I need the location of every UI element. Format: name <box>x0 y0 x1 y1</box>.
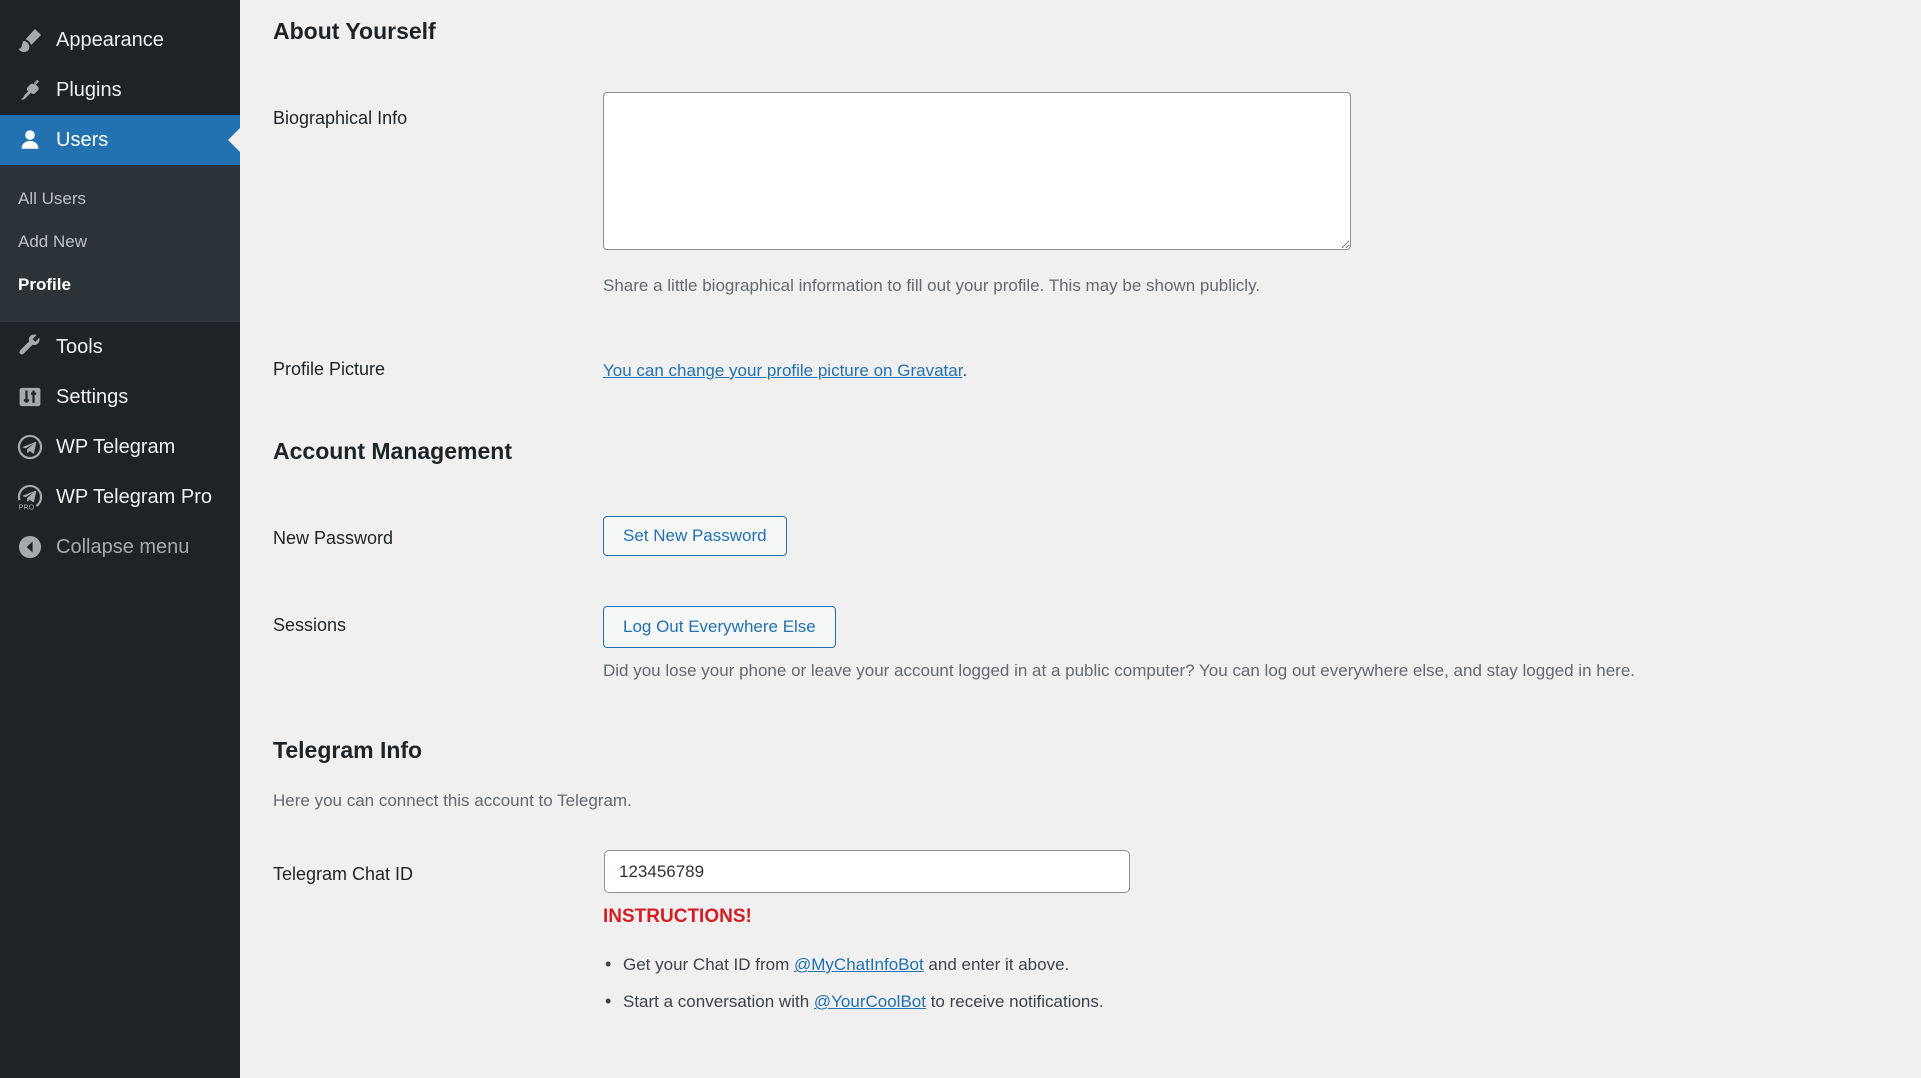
instruction-item <box>603 955 1104 975</box>
user-icon <box>17 127 43 153</box>
sidebar-item-label: Settings <box>56 385 129 408</box>
biographical-info-textarea[interactable] <box>603 92 1351 250</box>
users-submenu <box>0 165 240 322</box>
log-out-everywhere-button[interactable]: Log Out Everywhere Else <box>603 606 836 648</box>
telegram-pro-icon <box>17 484 43 510</box>
sidebar-item-profile[interactable] <box>0 263 240 306</box>
telegram-icon <box>17 434 43 460</box>
profile-page-content <box>240 0 1921 1078</box>
telegram-info-description: Here you can connect this account to Telegram. <box>273 791 632 810</box>
submenu-item-label: All Users <box>18 188 87 208</box>
sidebar-item-label: Plugins <box>56 78 122 101</box>
submenu-item-label: Profile <box>18 274 71 294</box>
gravatar-link[interactable]: You can change your profile picture on Gravatar <box>603 361 963 380</box>
sidebar-item-label: Users <box>56 128 109 151</box>
sidebar-item-add-new[interactable] <box>0 220 240 263</box>
plug-icon <box>17 77 43 103</box>
collapse-menu-button[interactable] <box>0 522 240 572</box>
sidebar-item-all-users[interactable] <box>0 177 240 220</box>
sidebar-item-label: WP Telegram <box>56 435 176 458</box>
sidebar-item-plugins[interactable] <box>0 65 240 115</box>
new-password-label: New Password <box>273 528 394 548</box>
biographical-info-help: Share a little biographical information to fill out your profile. This may be shown publicly. <box>603 276 1261 295</box>
instruction-text: and enter it above. <box>923 955 1070 974</box>
submenu-item-label: Add New <box>18 231 87 251</box>
about-yourself-heading: About Yourself <box>273 18 436 44</box>
profile-picture-row <box>603 361 967 381</box>
yourcoolbot-link[interactable]: @YourCoolBot <box>813 992 926 1011</box>
set-new-password-button[interactable]: Set New Password <box>603 516 787 556</box>
telegram-instructions-list <box>603 955 1104 1029</box>
instruction-text: Start a conversation with <box>623 992 814 1011</box>
telegram-chat-id-label: Telegram Chat ID <box>273 864 414 884</box>
sidebar-item-wp-telegram[interactable] <box>0 422 240 472</box>
wrench-icon <box>17 334 43 360</box>
sessions-label: Sessions <box>273 615 347 635</box>
sidebar-item-label: Appearance <box>56 28 164 51</box>
profile-picture-label: Profile Picture <box>273 359 386 379</box>
telegram-info-heading: Telegram Info <box>273 737 423 763</box>
sessions-help: Did you lose your phone or leave your account logged in at a public computer? You can log out everywhere else, and stay logged in here. <box>603 661 1636 680</box>
mychatinfobot-link[interactable]: @MyChatInfoBot <box>794 955 924 974</box>
gravatar-link-suffix: . <box>962 361 968 380</box>
brush-icon <box>17 27 43 53</box>
sidebar-item-label: Collapse menu <box>56 535 190 558</box>
sidebar-item-label: Tools <box>56 335 103 358</box>
account-management-heading: Account Management <box>273 438 512 464</box>
biographical-info-label: Biographical Info <box>273 108 408 128</box>
admin-sidebar <box>0 0 240 1078</box>
collapse-arrow-icon <box>17 534 43 560</box>
instruction-text: Get your Chat ID from <box>623 955 794 974</box>
instruction-text: to receive notifications. <box>925 992 1104 1011</box>
sidebar-item-tools[interactable] <box>0 322 240 372</box>
svg-text:PRO: PRO <box>18 502 35 510</box>
sidebar-item-users[interactable] <box>0 115 240 165</box>
instructions-title: INSTRUCTIONS! <box>603 906 752 927</box>
instruction-item <box>603 992 1104 1012</box>
telegram-chat-id-input[interactable] <box>604 850 1130 893</box>
sidebar-item-wp-telegram-pro[interactable] <box>0 472 240 522</box>
sidebar-item-label: WP Telegram Pro <box>56 485 212 508</box>
sidebar-item-settings[interactable] <box>0 372 240 422</box>
sliders-icon <box>17 384 43 410</box>
sidebar-item-appearance[interactable] <box>0 15 240 65</box>
